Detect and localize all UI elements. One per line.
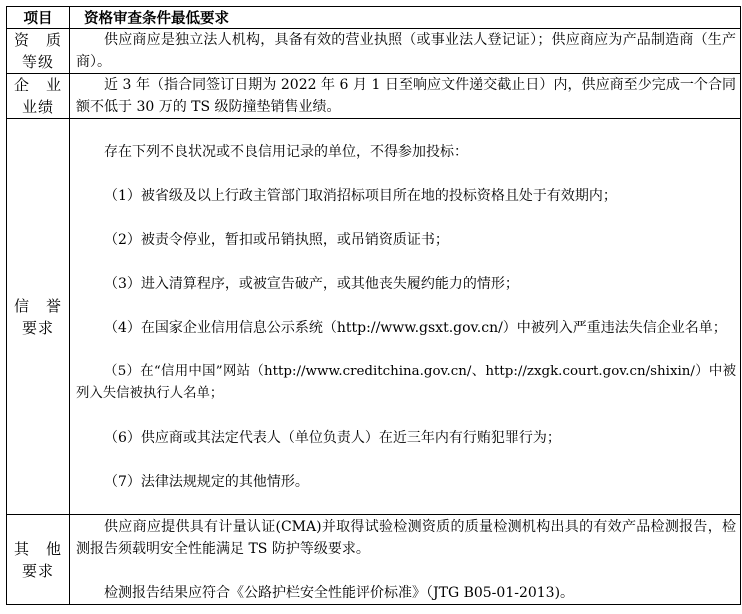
list-item: （4）在国家企业信用信息公示系统（http://www.gsxt.gov.cn/）中被列入严重违法失信企业名单； [104,319,727,336]
table-row-other [7,515,741,605]
paragraph: 供应商应是独立法人机构，具备有效的营业执照（或事业法人登记证）；供应商应为产品制造商（生产商）。 [76,32,736,70]
header-requirement: 资格审查条件最低要求 [70,7,741,29]
paragraph: 供应商应提供具有计量认证(CMA)并取得试验检测资质的质量检测机构出具的有效产品检测报告，检测报告须载明安全性能满足 TS 防护等级要求。 [76,518,736,557]
row-content [70,119,741,515]
list-item: （1）被省级及以上行政主管部门取消招标项目所在地的投标资格且处于有效期内； [104,187,617,204]
list-item: （6）供应商或其法定代表人（单位负责人）在近三年内有行贿犯罪行为； [104,429,561,446]
row-label: 其 他 要求 [7,515,70,605]
table-row-qualification [7,29,741,74]
intro-text: 存在下列不良状况或不良信用记录的单位，不得参加投标： [104,143,468,160]
header-item: 项目 [7,7,70,29]
row-content [70,29,741,74]
list-item: （2）被责令停业，暂扣或吊销执照，或吊销资质证书； [104,231,449,248]
row-content [70,74,741,119]
table-row-credit [7,119,741,515]
header-row [7,7,741,29]
paragraph: 检测报告结果应符合《公路护栏安全性能评价标准》（JTG B05-01-2013)。 [104,584,575,601]
table-row-performance [7,74,741,119]
list-item: （3）进入清算程序，或被宣告破产，或其他丧失履约能力的情形； [104,275,519,292]
list-item: （7）法律法规规定的其他情形。 [104,473,309,490]
row-label: 企 业 业绩 [7,74,70,119]
row-label: 资 质 等级 [7,29,70,74]
paragraph: 近 3 年（指合同签订日期为 2022 年 6 月 1 日至响应文件递交截止日）内，供应商至少完成一个合同额不低于 30 万的 TS 级防撞垫销售业绩。 [76,77,736,115]
row-label: 信 誉 要求 [7,119,70,515]
list-item: （5）在“信用中国”网站（http://www.creditchina.gov.cn/、http://zxgk.court.gov.cn/shixin/）中被列入失信被执行人名单； [76,363,736,401]
requirements-table [6,6,741,605]
row-content [70,515,741,605]
